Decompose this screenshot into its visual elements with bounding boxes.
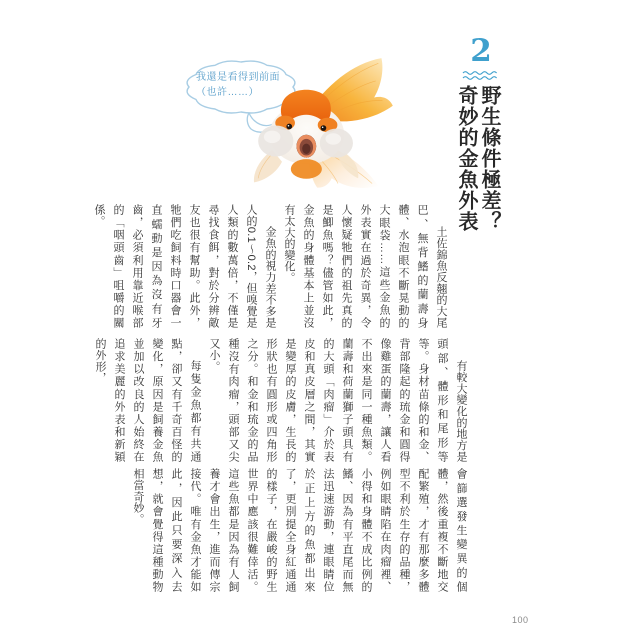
- paragraph: 會篩選發生變異的個體，然後重複不斷地交配繁殖，才有那麼多體型不利於生存的品種，例如眼睛陷在肉瘤裡、小得和身體不成比例的鰭、因為有平直尾而無法迅速游動，連眼睛位於正上方的魚都出來了，更別提全身紅通通的樣子，在嚴峻的野生世界中應該很難倖活。這些魚都是因為有人飼養才會出生，進而傳宗接代。唯有金魚才能如此，因此只要深入去想，就會覺得這種動物相當奇妙。: [132, 468, 467, 592]
- fish-left-eye: [286, 124, 292, 130]
- speech-bubble-text-line2: （也許……）: [196, 87, 259, 98]
- chapter-title: [454, 85, 500, 240]
- fish-belly-patch: [291, 159, 322, 179]
- body-text-tier-3: [128, 468, 470, 592]
- chapter-title-line1: 野生條件極差？: [478, 85, 500, 232]
- paragraph: 有較大變化的地方是頭部、體形和尾形等等。身材苗條的和金、背部隆起的琉金和圓得像雞蛋的蘭壽，讓人看不出來是同一種魚類。蘭壽和荷蘭獅子頭具有的大頭「肉瘤」介於表皮和真皮層之間，其實是變厚的皮膚，生長的形狀也有圓形或四角形之分。和金和琉金的品種沒有肉瘤，頭部又尖又小。: [208, 338, 467, 462]
- paragraph: 金魚的視力差不多是人的0.1～0.2，但嗅覺是人類的數萬倍，不僅是尋找食餌，對於分辨敵友也很有幫助。此外，牠們吃飼料時口器會一直蠕動是因為沒有牙齒，必須利用靠近喉部的「咽頭齒」咀嚼的關係。: [93, 204, 276, 328]
- chapter-title-line2: 奇妙的金魚外表: [455, 85, 477, 232]
- goldfish-image: [228, 54, 394, 199]
- chapter-number: 2: [470, 33, 492, 69]
- fish-right-eye: [321, 125, 327, 131]
- body-text-tier-2: [94, 338, 470, 462]
- paragraph: 每隻金魚都有共通點，卻又有千奇百怪的變化，原因是飼養金魚並加以改良的人始終在追求美麗的外表和新穎的外形，: [94, 338, 201, 462]
- wavy-underline-icon: [462, 70, 500, 81]
- page-number: 100: [512, 615, 529, 625]
- speech-bubble-text-line1: 我還是看得到前面: [196, 72, 280, 83]
- chapter-block: [462, 34, 500, 86]
- body-text-tier-1: [93, 204, 450, 328]
- paragraph: 土佐錦魚反翹的大尾巴、無背鰭的蘭壽身體、水泡眼不斷晃動的大眼袋……這些金魚的外表實在過於奇異，令人懷疑牠們的祖先真的是鯽魚嗎？儘管如此，金魚的身體基本上並沒有太大的變化。: [283, 204, 447, 328]
